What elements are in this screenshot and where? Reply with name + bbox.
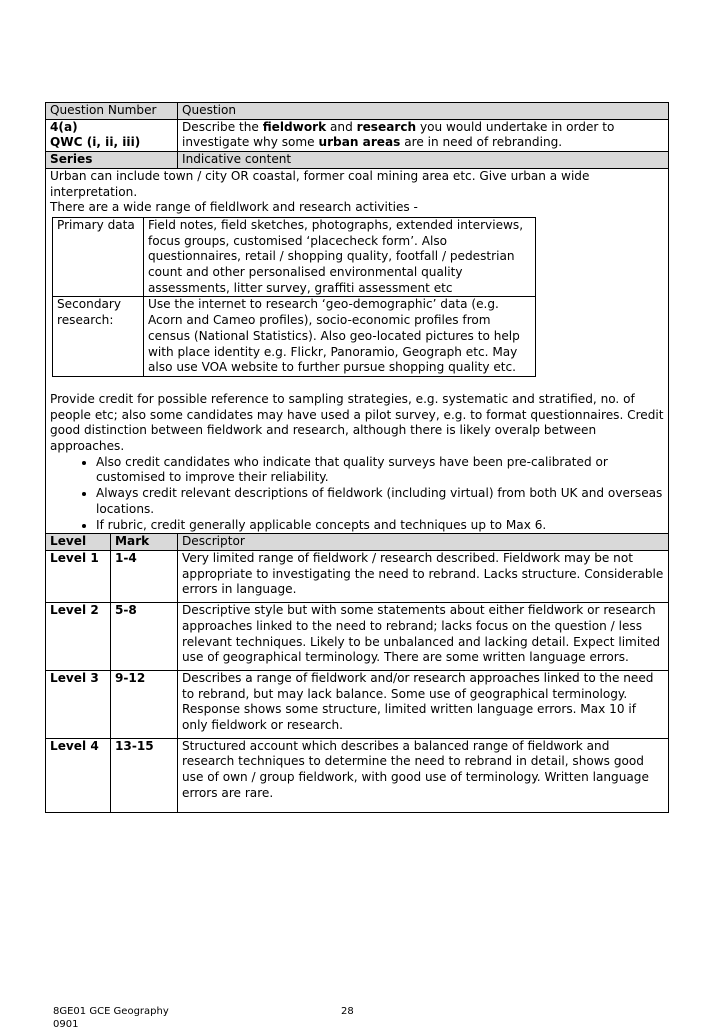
table-row xyxy=(46,603,668,671)
level-mark: 13-15 xyxy=(111,739,178,812)
question-text-part: you would undertake in order to investigate why some xyxy=(182,119,615,150)
activity-label: Primary data xyxy=(53,218,144,297)
indicative-content-row xyxy=(46,169,668,534)
activity-row-primary xyxy=(53,218,535,297)
list-item: • Always credit relevant descriptions of fieldwork (including virtual) from both UK and overseas locations. xyxy=(96,486,664,517)
question-keyword-fieldwork: fieldwork xyxy=(262,119,327,134)
footer-doc-code-line2: 0901 xyxy=(53,1019,79,1030)
question-text-part: are in need of rebranding. xyxy=(400,135,563,150)
intro-paragraph: Urban can include town / city OR coastal, former coal mining area etc. Give urban a wide interpretation. xyxy=(50,168,590,199)
footer-doc-code-line1: 8GE01 GCE Geography xyxy=(53,1006,169,1017)
level-mark: 1-4 xyxy=(111,551,178,602)
series-label: Series xyxy=(46,152,178,168)
table-row xyxy=(46,739,668,812)
question-number-header: Question Number xyxy=(46,103,178,119)
question-keyword-urban-areas: urban areas xyxy=(318,135,401,150)
credit-paragraph: Provide credit for possible reference to sampling strategies, e.g. systematic and stratified, no. of people etc; also some candidates may have used a pilot survey, e.g. to format questionnaires. Credit good distinction between fieldwork and research, although there is likely overalp between approaches. xyxy=(50,391,664,454)
level-name: Level 3 xyxy=(46,671,111,738)
question-row xyxy=(46,120,668,152)
footer-doc-code xyxy=(53,1005,169,1031)
list-item: • Also credit candidates who indicate that quality surveys have been pre-calibrated or customised to improve their reliability. xyxy=(96,455,664,486)
level-descriptor: Descriptive style but with some statements about either fieldwork or research approaches linked to the need to rebrand; lacks focus on the question / less relevant techniques. Likely to be unbalanced and lacking detail. Expect limited use of geographical terminology. There are some written language errors. xyxy=(182,603,661,665)
activity-row-secondary xyxy=(53,296,535,376)
credit-bullets xyxy=(50,455,664,534)
descriptor-header: Descriptor xyxy=(182,534,245,549)
activity-label: Secondary research: xyxy=(53,297,144,376)
indicative-content-label: Indicative content xyxy=(182,152,292,167)
activity-text: Field notes, field sketches, photographs, extended interviews, focus groups, customised ‘placecheck form’. Also questionnaires, retail / shopping quality, footfall / pedestrian count and other personalised environmental quality assessments, litter survey, graffiti assessment etc xyxy=(148,217,524,295)
question-text xyxy=(178,120,668,151)
series-row xyxy=(46,152,668,169)
levels-header-row xyxy=(46,534,668,551)
level-name: Level 2 xyxy=(46,603,111,670)
qwc-label: QWC (i, ii, iii) xyxy=(50,135,141,150)
level-header: Level xyxy=(46,534,111,550)
level-name: Level 4 xyxy=(46,739,111,812)
level-mark: 5-8 xyxy=(111,603,178,670)
level-descriptor: Very limited range of fieldwork / research described. Fieldwork may be not appropriate to investigating the need to rebrand. Lacks structure. Considerable errors in language. xyxy=(182,550,664,597)
activities-table xyxy=(52,217,536,377)
mark-scheme-table xyxy=(45,102,669,813)
question-text-part: Describe the xyxy=(182,119,263,134)
indicative-content xyxy=(46,169,668,533)
question-number-cell xyxy=(46,120,178,151)
question-keyword-research: research xyxy=(356,119,417,134)
level-name: Level 1 xyxy=(46,551,111,602)
question-text-part: and xyxy=(326,119,357,134)
table-row xyxy=(46,671,668,739)
header-row xyxy=(46,103,668,120)
activity-text: Use the internet to research ‘geo-demographic’ data (e.g. Acorn and Cameo profiles), socio-economic profiles from census (National Statistics). Also geo-located pictures to help with place identity e.g. Flickr, Panoramio, Geograph etc. May also use VOA website to further pursue shopping quality etc. xyxy=(148,297,520,375)
question-header: Question xyxy=(182,103,237,117)
list-item: • If rubric, credit generally applicable concepts and techniques up to Max 6. xyxy=(96,518,664,534)
level-mark: 9-12 xyxy=(111,671,178,738)
mark-header: Mark xyxy=(111,534,178,550)
intro-paragraph-2: There are a wide range of fieldlwork and research activities - xyxy=(50,200,418,215)
level-descriptor: Structured account which describes a balanced range of fieldwork and research techniques to determine the need to rebrand in detail, shows good use of own / group fieldwork, with good use of terminology. Written language errors are rare. xyxy=(182,738,649,800)
table-row xyxy=(46,551,668,603)
question-number: 4(a) xyxy=(50,119,78,134)
page-number: 28 xyxy=(341,1006,354,1017)
level-descriptor: Describes a range of fieldwork and/or research approaches linked to the need to rebrand, but may lack balance. Some use of geographical terminology. Response shows some structure, limited written language errors. Max 10 if only fieldwork or research. xyxy=(182,670,654,733)
